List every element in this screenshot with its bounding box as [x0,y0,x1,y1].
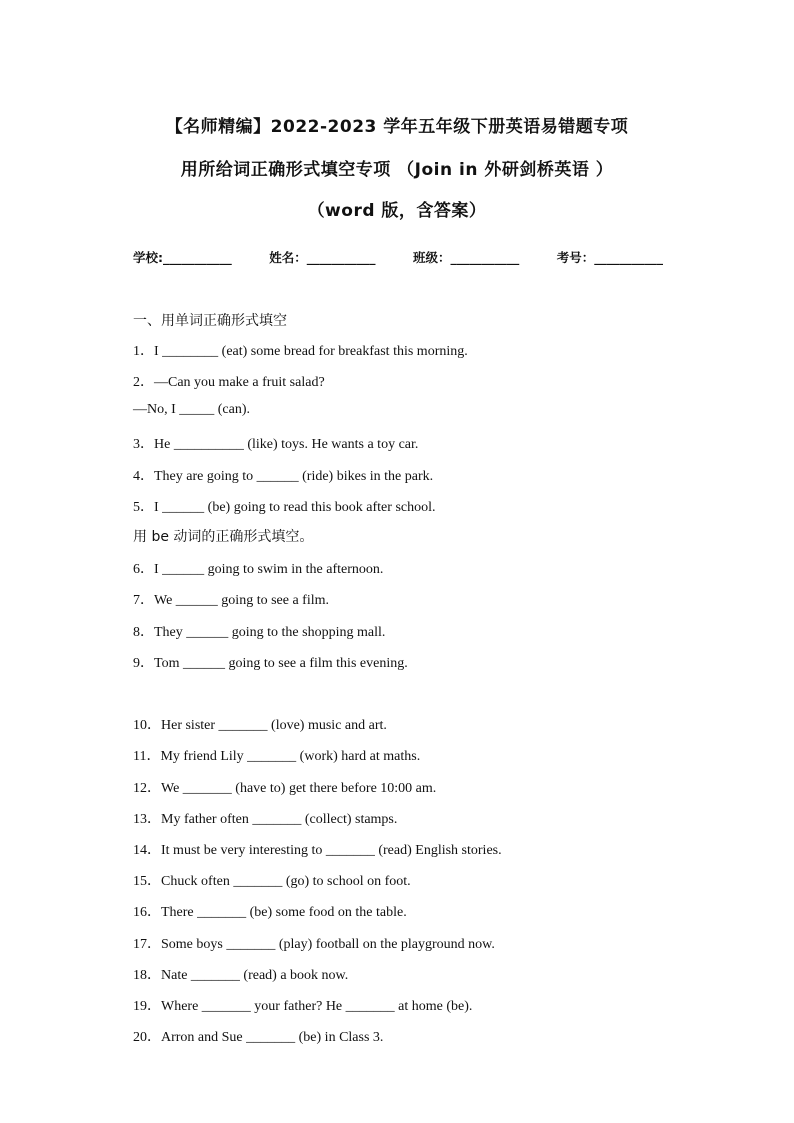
question-14: 14．It must be very interesting to _______ (read) English stories. [133,843,502,858]
student-info-row [133,248,663,266]
question-1: 1．I ________ (eat) some bread for breakfast this morning. [133,344,468,359]
title-line-2: 用所给词正确形式填空专项 （Join in 外研剑桥英语 ） [180,160,614,180]
question-18: 18．Nate _______ (read) a book now. [133,968,349,983]
question-12: 12．We _______ (have to) get there before 10:00 am. [133,781,437,796]
question-9: 9．Tom ______ going to see a film this evening. [133,656,408,671]
question-16: 16．There _______ (be) some food on the table. [133,905,407,920]
exam-number-field: 考号：___________ [556,250,663,265]
question-7: 7．We ______ going to see a film. [133,593,330,608]
question-19: 19．Where _______ your father? He _______ at home (be). [133,999,473,1014]
name-field: 姓名：___________ [269,250,376,265]
class-field: 班级：___________ [412,250,520,265]
question-5: 5．I ______ (be) going to read this book after school. [133,500,436,515]
question-11: 11．My friend Lily _______ (work) hard at maths. [133,749,421,764]
question-17: 17．Some boys _______ (play) football on the playground now. [133,937,495,952]
subsection-heading: 用 be 动词的正确形式填空。 [133,529,314,545]
school-field: 学校:___________ [133,250,232,265]
question-4: 4．They are going to ______ (ride) bikes in the park. [133,469,434,484]
question-10: 10．Her sister _______ (love) music and art. [133,718,387,733]
question-13: 13．My father often _______ (collect) stamps. [133,812,398,827]
question-15: 15．Chuck often _______ (go) to school on foot. [133,874,411,889]
question-20: 20．Arron and Sue _______ (be) in Class 3. [133,1030,384,1045]
question-3: 3．He __________ (like) toys. He wants a toy car. [133,437,419,452]
title-line-3: （word 版，含答案） [307,201,487,221]
title-line-1: 【名师精编】2022-2023 学年五年级下册英语易错题专项 [165,117,629,137]
question-6: 6．I ______ going to swim in the afternoon. [133,562,384,577]
question-2-answer: —No, I _____ (can). [133,402,251,417]
question-2: 2．—Can you make a fruit salad? [133,375,325,390]
section-heading: 一、用单词正确形式填空 [133,313,287,329]
question-8: 8．They ______ going to the shopping mall. [133,625,386,640]
